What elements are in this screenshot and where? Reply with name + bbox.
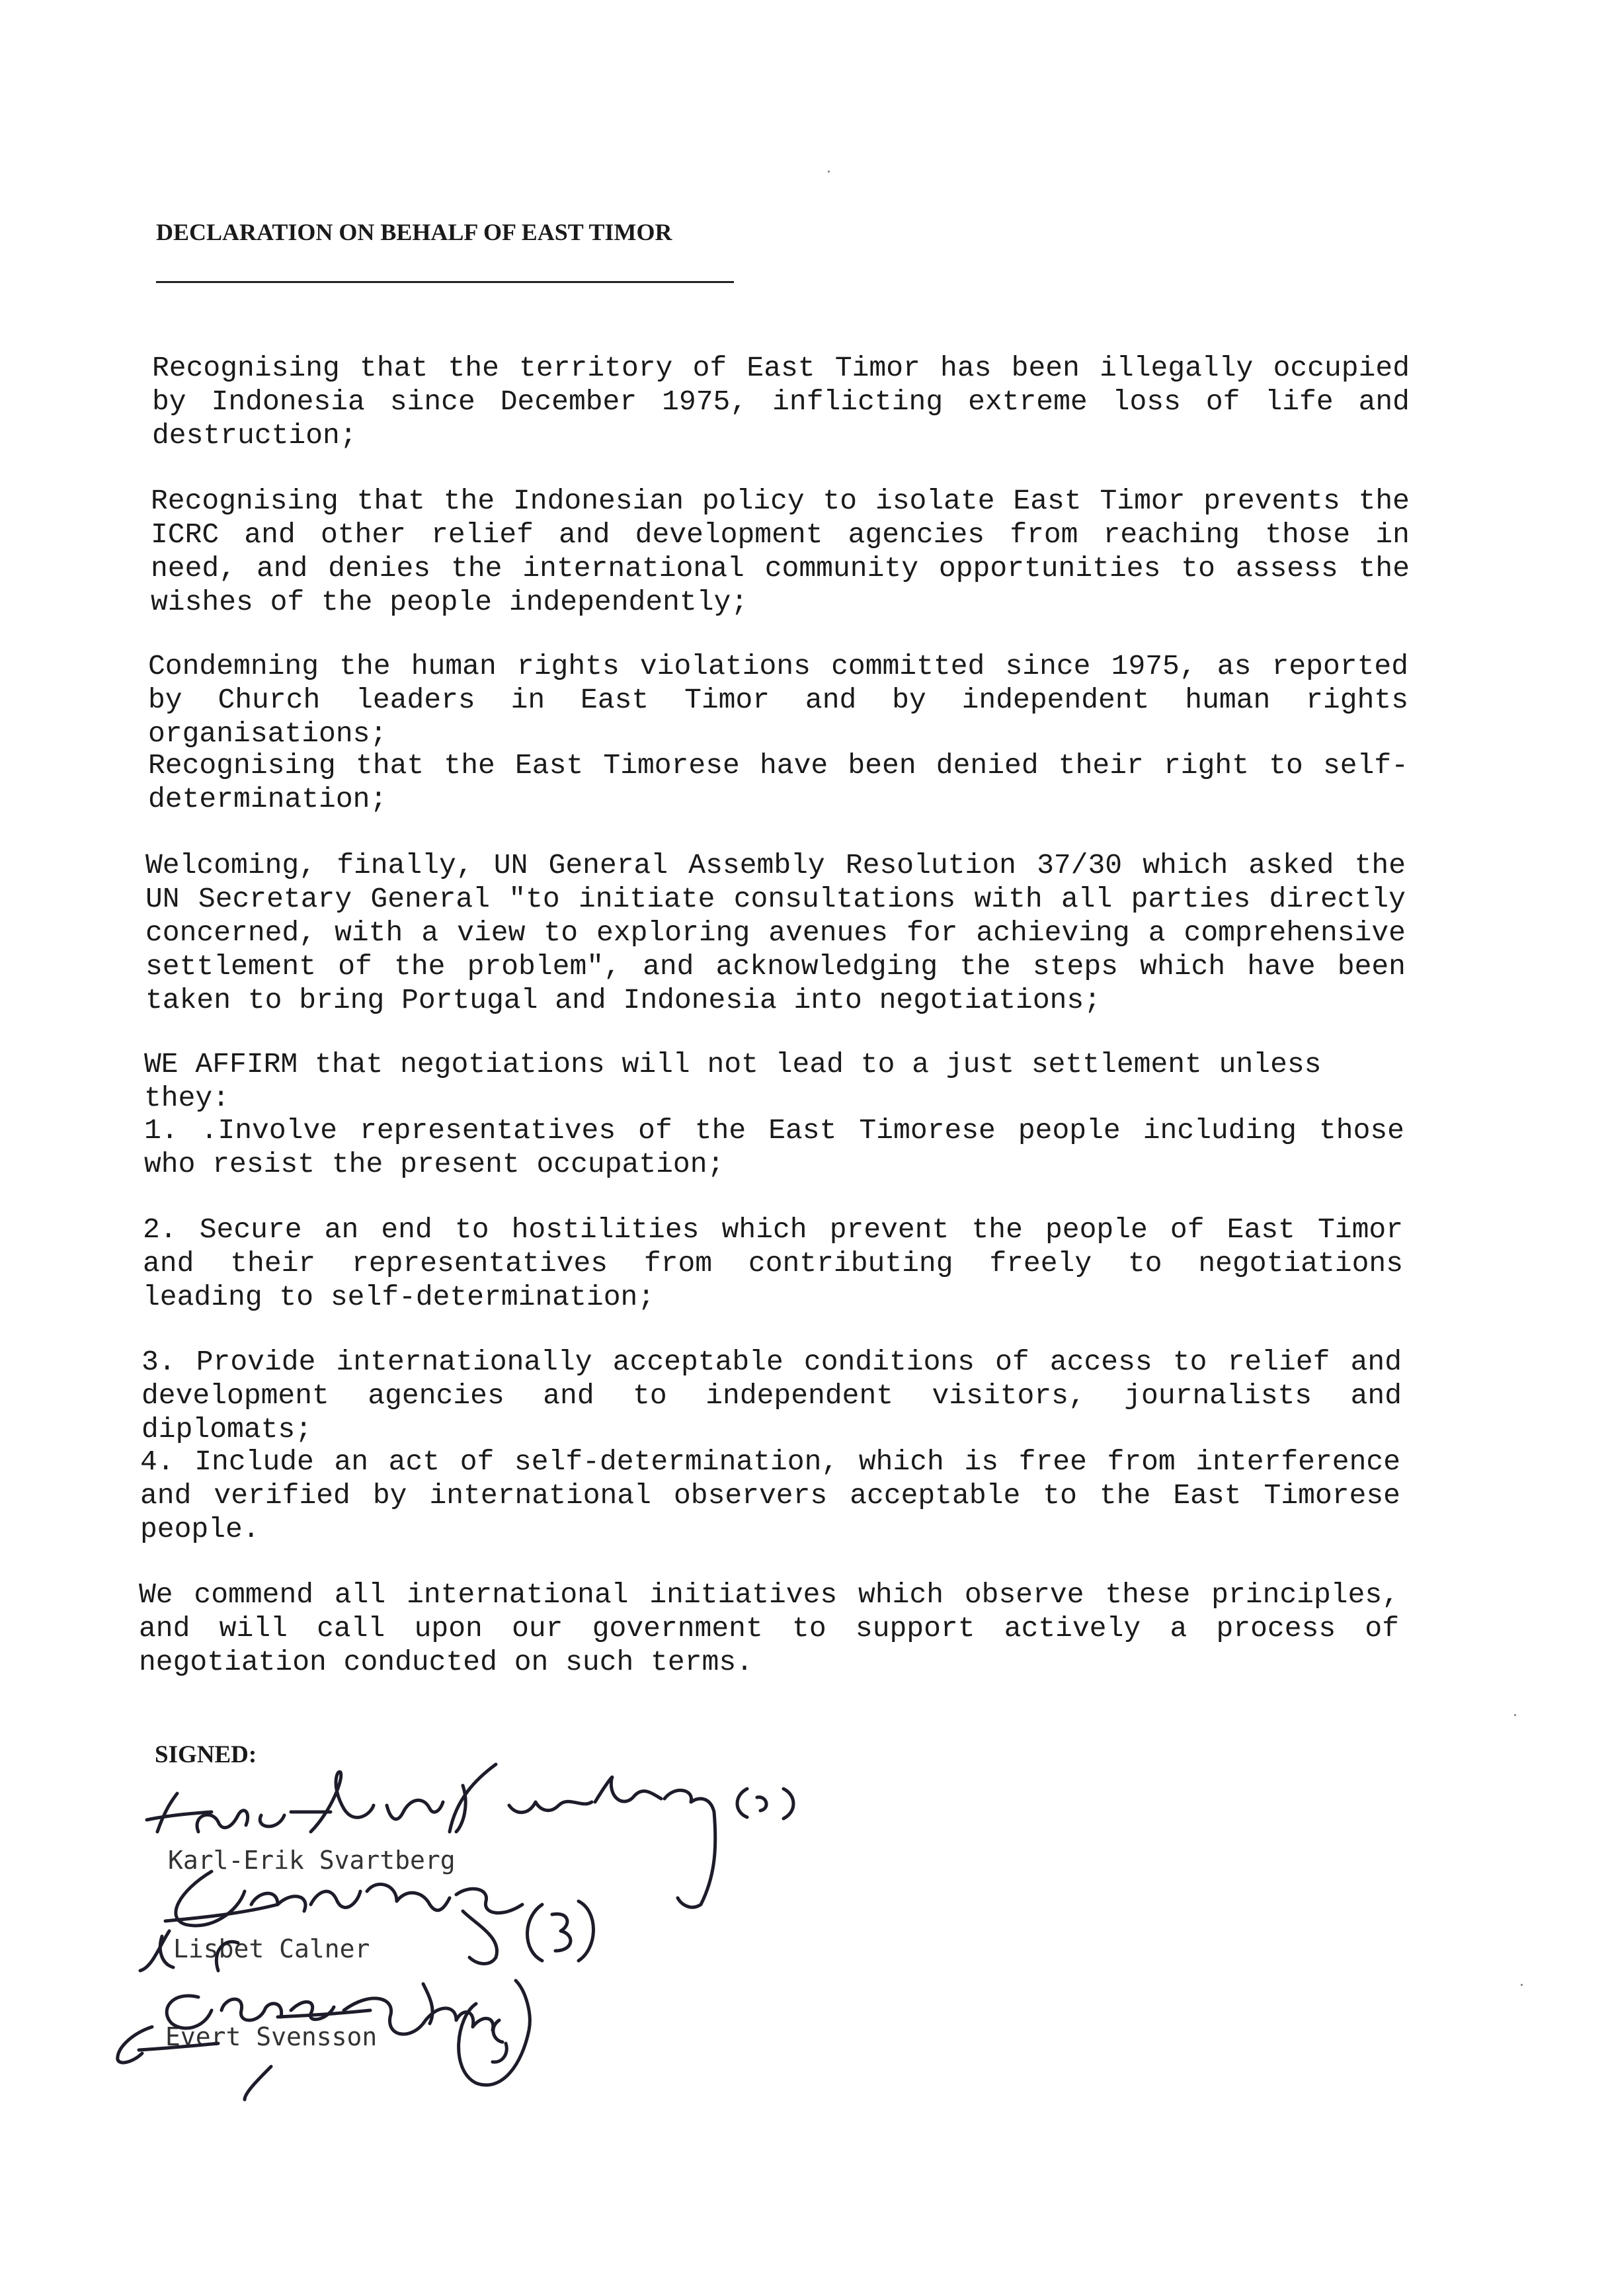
paragraph-1: Recognising that the territory of East Timor has been illegally occupied by Indonesia since December 1975, inflicting extreme loss of life and destruction; — [152, 352, 1410, 452]
signature-3 — [118, 1981, 530, 2100]
paragraph-2: Recognising that the Indonesian policy to isolate East Timor prevents the ICRC and other relief and development agencies from reaching those in need, and denies the international community opportunities to assess the wishes of the people independently; — [151, 485, 1410, 618]
paragraph-5: Welcoming, finally, UN General Assembly Resolution 37/30 which asked the UN Secretary General "to initiate consultations with all parties directly concerned, with a view to exploring avenues for achieving a comprehensive settlement of the problem", and acknowledging the steps which have been taken to bring Portugal and Indonesia into negotiations; — [145, 849, 1406, 1016]
signature-2 — [140, 1871, 594, 1971]
numbered-item-4: 4. Include an act of self-determination, which is free from interference and verified by international observers acceptable to the East Timorese people. — [140, 1446, 1400, 1545]
numbered-item-1: 1. .Involve representatives of the East Timorese people including those who resist the present occupation; — [144, 1114, 1404, 1180]
signatory-name-1: Karl-Erik Svartberg — [168, 1846, 456, 1875]
signatory-name-2: Lisbet Calner — [173, 1934, 370, 1963]
signatory-name-3: Evert Svensson — [165, 2022, 378, 2051]
signature-1 — [147, 1764, 793, 1907]
paragraph-affirm: WE AFFIRM that negotiations will not lead to a just settlement unless they: — [144, 1048, 1322, 1114]
paragraph-closing: We commend all international initiatives which observe these principles, and will call upon our government to support actively a process of negotiation conducted on such terms. — [139, 1578, 1399, 1678]
numbered-item-2: 2. Secure an end to hostilities which prevent the people of East Timor and their representatives from contributing freely to negotiations leading to self-determination; — [143, 1213, 1403, 1313]
document-title: DECLARATION ON BEHALF OF EAST TIMOR — [156, 219, 672, 245]
numbered-item-3: 3. Provide internationally acceptable conditions of access to relief and development agencies and to independent visitors, journalists and diplomats; — [141, 1346, 1402, 1446]
signed-label: SIGNED: — [155, 1741, 257, 1768]
paragraph-3: Condemning the human rights violations committed since 1975, as reported by Church leaders in East Timor and by independent human rights organisations; — [148, 650, 1408, 750]
paragraph-4: Recognising that the East Timorese have been denied their right to self-determination; — [148, 749, 1408, 815]
